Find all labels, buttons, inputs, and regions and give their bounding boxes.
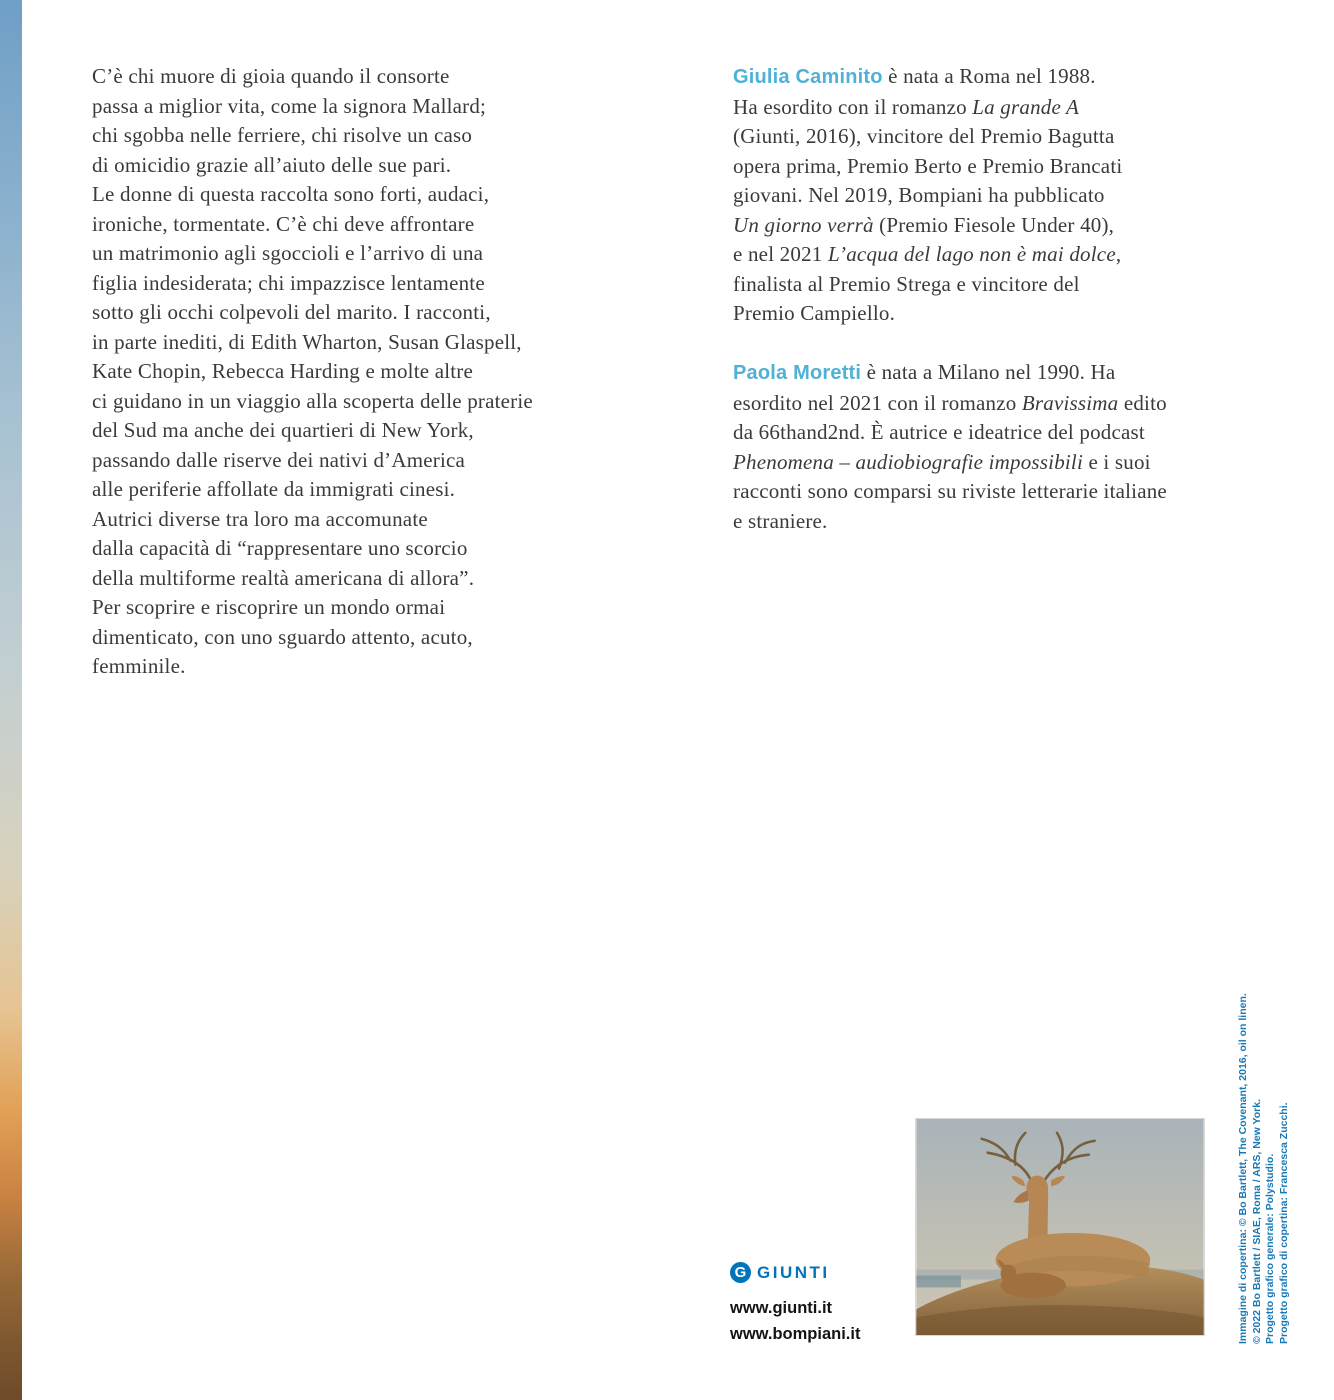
bio-text: e nel 2021 — [733, 242, 828, 266]
flap-text-line: C’è chi muore di gioia quando il consorte — [92, 64, 450, 88]
book-title: Un giorno verrà — [733, 212, 874, 237]
bio-text: finalista al Premio Strega e vincitore del — [733, 271, 1080, 296]
bio-text: (Premio Fiesole Under 40), — [873, 212, 1115, 237]
deer-painting — [916, 1119, 1204, 1335]
bio-text: opera prima, Premio Berto e Premio Brancati — [733, 153, 1123, 178]
author-name: Giulia Caminito — [733, 66, 883, 88]
credits-block — [1237, 952, 1293, 1344]
author-bios-column — [733, 62, 1293, 536]
bio-text: e straniere. — [733, 508, 828, 533]
bio-text: racconti sono comparsi su riviste letterarie italiane — [733, 479, 1167, 503]
flap-text-line: dalla capacità di “rappresentare uno scorcio — [92, 536, 468, 560]
flap-text-line: ci guidano in un viaggio alla scoperta delle praterie — [92, 388, 533, 413]
flap-text-line: Kate Chopin, Rebecca Harding e molte altre — [92, 359, 474, 383]
bio-line — [733, 389, 1293, 419]
credits-line: © 2022 Bo Bartlett / SIAE, Roma / ARS, New York. — [1250, 1098, 1263, 1344]
bio-line — [733, 477, 1293, 507]
bio-text: Ha esordito con il romanzo — [733, 94, 973, 119]
flap-text-line: alle periferie affollate da immigrati cinesi. — [92, 477, 456, 501]
bio-line — [733, 181, 1293, 211]
flap-text-line: passando dalle riserve dei nativi d’America — [92, 447, 466, 472]
giunti-logo-icon: G — [730, 1262, 751, 1283]
flap-text-line: femminile. — [92, 654, 186, 678]
credits-text — [1237, 952, 1291, 1344]
bio-text: è nata a Milano nel 1990. Ha — [861, 360, 1116, 384]
bio-line — [733, 240, 1293, 270]
flap-text-line: Per scoprire e riscoprire un mondo ormai — [92, 595, 446, 619]
publisher-block — [730, 1262, 860, 1347]
bompiani-website-link: www.bompiani.it — [730, 1325, 861, 1343]
flap-description-text — [92, 62, 652, 682]
bio-line — [733, 211, 1293, 241]
bio-line — [733, 270, 1293, 300]
bio-line — [733, 358, 1293, 389]
bio-text: , — [1115, 242, 1122, 266]
flap-text-line: Le donne di questa raccolta sono forti, audaci, — [92, 182, 490, 206]
publisher-logo — [730, 1262, 860, 1283]
book-title: La grande A — [972, 94, 1080, 119]
bio-line — [733, 93, 1293, 123]
bio-text: edito — [1118, 390, 1167, 415]
flap-text-line: ironiche, tormentate. C’è chi deve affrontare — [92, 211, 475, 236]
bio-line — [733, 62, 1293, 93]
bio-text: (Giunti, 2016), vincitore del Premio Bagutta — [733, 124, 1115, 148]
flap-text-line: in parte inediti, di Edith Wharton, Susan Glaspell, — [92, 329, 522, 354]
book-title: L’acqua del lago non è mai dolce — [827, 242, 1116, 266]
publisher-name: GIUNTI — [757, 1262, 830, 1282]
flap-text-line: Autrici diverse tra loro ma accomunate — [92, 506, 428, 531]
book-title: Phenomena – audiobiografie impossibili — [733, 449, 1083, 474]
flap-text-line: passa a miglior vita, come la signora Mallard; — [92, 93, 487, 118]
bio-text: è nata a Roma nel 1988. — [882, 64, 1096, 88]
cover-spine-strip — [0, 0, 22, 1400]
bio-line — [733, 122, 1293, 152]
author-name: Paola Moretti — [733, 362, 862, 384]
flap-text-line: figlia indesiderata; chi impazzisce lentamente — [92, 270, 485, 295]
author-bio-caminito — [733, 62, 1293, 329]
bio-line — [733, 418, 1293, 448]
credits-line: Progetto grafico generale: Polystudio. — [1264, 1153, 1276, 1344]
bio-line — [733, 152, 1293, 182]
flap-text-line: di omicidio grazie all’aiuto delle sue pari. — [92, 152, 452, 177]
bio-text: Premio Campiello. — [733, 301, 896, 325]
credits-line: Progetto grafico di copertina: Francesca Zucchi. — [1277, 1102, 1290, 1344]
bio-line — [733, 299, 1293, 329]
book-title: Bravissima — [1021, 390, 1119, 415]
flap-text-line: dimenticato, con uno sguardo attento, acuto, — [92, 624, 473, 649]
bio-text: e i suoi — [1083, 449, 1151, 474]
bio-text: da 66thand2nd. È autrice e ideatrice del podcast — [733, 420, 1145, 444]
flap-text-line: sotto gli occhi colpevoli del marito. I racconti, — [92, 300, 491, 324]
giunti-website-link: www.giunti.it — [730, 1299, 833, 1317]
bio-line — [733, 507, 1293, 537]
flap-text-line: del Sud ma anche dei quartieri di New York, — [92, 418, 474, 442]
flap-text-line: un matrimonio agli sgoccioli e l’arrivo di una — [92, 241, 484, 265]
flap-text-line: della multiforme realtà americana di allora”. — [92, 565, 475, 590]
credits-line: Immagine di copertina: © Bo Bartlett, The Covenant, 2016, oil on linen. — [1237, 993, 1249, 1344]
flap-text-line: chi sgobba nelle ferriere, chi risolve un caso — [92, 123, 473, 147]
cover-thumbnail-image — [915, 1118, 1205, 1336]
author-bio-moretti — [733, 358, 1293, 536]
bio-text: giovani. Nel 2019, Bompiani ha pubblicato — [733, 183, 1105, 207]
bio-line — [733, 448, 1293, 478]
bio-text: esordito nel 2021 con il romanzo — [733, 390, 1022, 415]
